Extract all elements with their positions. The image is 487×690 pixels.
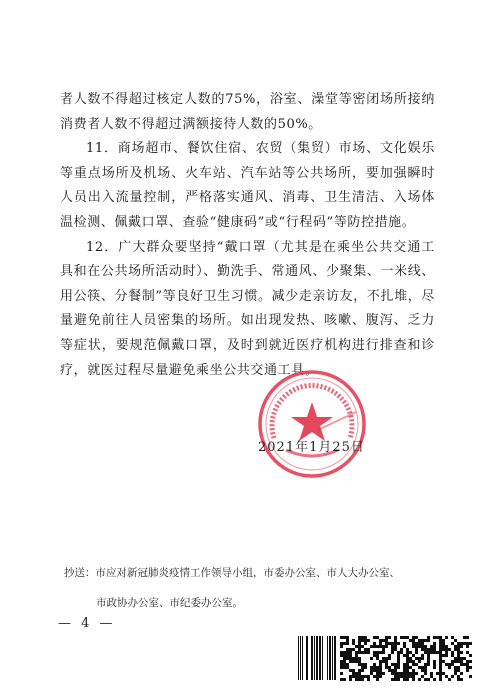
cc-label: 抄送： — [64, 567, 96, 579]
qr-barcode-icon — [296, 634, 474, 682]
cc-recipients-1: 市应对新冠肺炎疫情工作领导小组，市委办公室、市人大办公室、 — [95, 567, 400, 579]
paragraph-item-11: 11．商场超市、餐饮住宿、农贸（集贸）市场、文化娱乐等重点场所及机场、火车站、汽车站等公共场所，要加强瞬时人员出入流量控制，严格落实通风、消毒、卫生清洁、入场体温检测、佩戴口罩、查验“健康码”或“行程码”等防控措施。 — [60, 141, 435, 230]
document-body — [60, 88, 435, 383]
page-number: — 4 — — [58, 616, 116, 631]
signature-date: 2021年1月25日 — [258, 440, 365, 455]
paragraph-item-12: 12．广大群众要坚持“戴口罩（尤其是在乘坐公共交通工具和在公共场所活动时）、勤洗手、常通风、少聚集、一米线、用公筷、分餐制”等良好卫生习惯。减少走亲访友，不扎堆，尽量避免前往人员密集的场所。如出现发热、咳嗽、腹泻、乏力等症状，要规范佩戴口罩，及时到就近医疗机构进行排查和诊疗，就医过程尽量避免乘坐公共交通工具。 — [60, 239, 435, 378]
cc-line-1 — [64, 558, 459, 588]
paragraph-continuation: 者人数不得超过核定人数的75%，浴室、澡堂等密闭场所接纳消费者人数不得超过满额接待人数的50%。 — [60, 92, 435, 132]
cc-recipients-2: 市政协办公室、市纪委办公室。 — [96, 597, 243, 609]
official-seal-icon — [256, 368, 368, 480]
cc-block — [64, 558, 459, 618]
